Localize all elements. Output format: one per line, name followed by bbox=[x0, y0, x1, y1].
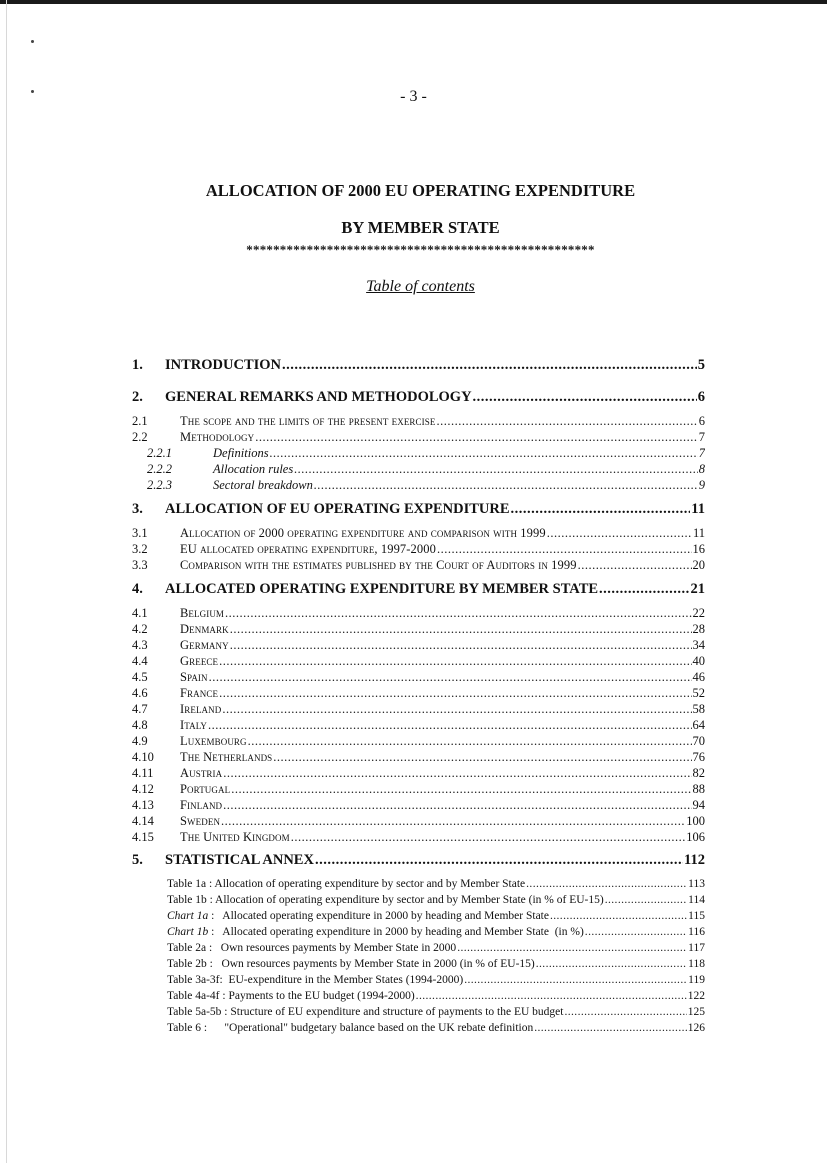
entry-label: : Allocated operating expenditure in 2000 by heading and Member State bbox=[208, 910, 549, 922]
document-subtitle: BY MEMBER STATE bbox=[341, 218, 500, 237]
annex-table-entry[interactable] bbox=[167, 958, 705, 970]
entry-page: 46 bbox=[692, 670, 705, 684]
entry-number: 4.12 bbox=[132, 782, 154, 796]
leader-dots bbox=[248, 734, 692, 749]
entry-number: 4.11 bbox=[132, 766, 154, 780]
leader-dots bbox=[223, 766, 691, 781]
leader-dots bbox=[223, 798, 691, 813]
entry-page: 117 bbox=[688, 942, 705, 954]
entry-page: 20 bbox=[692, 558, 705, 572]
toc-entry[interactable] bbox=[132, 830, 705, 845]
toc-entry[interactable] bbox=[132, 670, 705, 685]
left-margin-line bbox=[6, 0, 7, 1163]
entry-label: Comparison with the estimates published by the Court of Auditors in 1999 bbox=[180, 558, 577, 572]
entry-page: 52 bbox=[692, 686, 705, 700]
entry-number: 1. bbox=[132, 357, 143, 373]
entry-page: 125 bbox=[687, 1006, 705, 1018]
toc-entry[interactable] bbox=[132, 766, 705, 781]
leader-dots bbox=[231, 782, 691, 797]
entry-page: 113 bbox=[688, 878, 705, 890]
toc-entry[interactable] bbox=[132, 501, 705, 518]
entry-number: 4.7 bbox=[132, 702, 148, 716]
entry-number: 3. bbox=[132, 501, 143, 517]
entry-label: Allocation rules bbox=[213, 462, 294, 476]
annex-table-entry[interactable] bbox=[167, 910, 705, 922]
entry-page: 6 bbox=[697, 389, 705, 405]
leader-dots bbox=[599, 581, 689, 598]
leader-dots bbox=[270, 446, 698, 461]
entry-page: 21 bbox=[690, 581, 705, 597]
entry-label: Sectoral breakdown bbox=[213, 478, 313, 492]
entry-label: Ireland bbox=[180, 702, 222, 716]
entry-label: GENERAL REMARKS AND METHODOLOGY bbox=[165, 389, 472, 405]
leader-dots bbox=[536, 958, 687, 970]
leader-dots bbox=[294, 462, 698, 477]
toc-entry[interactable] bbox=[132, 654, 705, 669]
annex-table-entry[interactable] bbox=[167, 878, 705, 890]
entry-label: Table 4a-4f : Payments to the EU budget (1994-2000) bbox=[167, 990, 415, 1002]
leader-dots bbox=[605, 894, 687, 906]
entry-page: 118 bbox=[688, 958, 705, 970]
entry-number: 4.13 bbox=[132, 798, 154, 812]
entry-page: 94 bbox=[692, 798, 705, 812]
leader-dots bbox=[230, 638, 692, 653]
entry-page: 112 bbox=[684, 852, 705, 868]
leader-dots bbox=[273, 750, 691, 765]
toc-entry[interactable] bbox=[132, 462, 705, 477]
document-title: ALLOCATION OF 2000 EU OPERATING EXPENDITURE bbox=[205, 181, 636, 200]
toc-entry[interactable] bbox=[132, 446, 705, 461]
entry-label: The scope and the limits of the present exercise bbox=[180, 414, 436, 428]
toc-entry[interactable] bbox=[132, 852, 705, 869]
entry-page: 100 bbox=[686, 814, 705, 828]
entry-number: 3.3 bbox=[132, 558, 148, 572]
entry-page: 82 bbox=[692, 766, 705, 780]
annex-table-entry[interactable] bbox=[167, 926, 705, 938]
entry-label: INTRODUCTION bbox=[165, 357, 282, 373]
toc-entry[interactable] bbox=[132, 389, 705, 406]
entry-page: 58 bbox=[692, 702, 705, 716]
entry-label: Austria bbox=[180, 766, 223, 780]
top-border bbox=[0, 0, 827, 4]
entry-number: 2. bbox=[132, 389, 143, 405]
toc-entry[interactable] bbox=[132, 798, 705, 813]
entry-page: 16 bbox=[692, 542, 705, 556]
toc-entry[interactable] bbox=[132, 581, 705, 598]
annex-table-entry[interactable] bbox=[167, 990, 705, 1002]
entry-number: 3.2 bbox=[132, 542, 148, 556]
entry-page: 40 bbox=[692, 654, 705, 668]
toc-entry[interactable] bbox=[132, 542, 705, 557]
toc-entry[interactable] bbox=[132, 606, 705, 621]
entry-page: 64 bbox=[692, 718, 705, 732]
toc-entry[interactable] bbox=[132, 526, 705, 541]
toc-entry[interactable] bbox=[132, 734, 705, 749]
leader-dots bbox=[230, 622, 692, 637]
leader-dots bbox=[564, 1006, 686, 1018]
entry-label: ALLOCATION OF EU OPERATING EXPENDITURE bbox=[165, 501, 510, 517]
entry-number: 4.10 bbox=[132, 750, 154, 764]
leader-dots bbox=[255, 430, 698, 445]
leader-dots bbox=[416, 990, 687, 1002]
toc-entry[interactable] bbox=[132, 750, 705, 765]
page-number: - 3 - bbox=[400, 88, 427, 105]
toc-entry[interactable] bbox=[132, 686, 705, 701]
entry-label: Luxembourg bbox=[180, 734, 247, 748]
entry-label: EU allocated operating expenditure, 1997-2000 bbox=[180, 542, 436, 556]
leader-dots bbox=[291, 830, 686, 845]
entry-number: 4.15 bbox=[132, 830, 154, 844]
leader-dots bbox=[225, 606, 691, 621]
entry-number: 4.6 bbox=[132, 686, 148, 700]
entry-label-italic: Chart 1a bbox=[167, 910, 209, 922]
entry-number: 2.2 bbox=[132, 430, 148, 444]
entry-label: The Netherlands bbox=[180, 750, 273, 764]
entry-label: Table 2b : Own resources payments by Member State in 2000 (in % of EU-15) bbox=[167, 958, 535, 970]
entry-page: 5 bbox=[697, 357, 705, 373]
entry-label: Table 1a : Allocation of operating expenditure by sector and by Member State bbox=[167, 878, 526, 890]
leader-dots bbox=[219, 654, 691, 669]
entry-label: Table 3a-3f: EU-expenditure in the Member States (1994-2000) bbox=[167, 974, 464, 986]
entry-number: 2.1 bbox=[132, 414, 148, 428]
entry-page: 70 bbox=[692, 734, 705, 748]
entry-page: 6 bbox=[698, 414, 705, 428]
entry-label: Denmark bbox=[180, 622, 229, 636]
leader-dots bbox=[437, 542, 692, 557]
entry-number: 2.2.3 bbox=[147, 478, 172, 492]
toc-entry[interactable] bbox=[132, 430, 705, 445]
entry-label: Table 5a-5b : Structure of EU expenditure and structure of payments to the EU budget bbox=[167, 1006, 564, 1018]
scan-speck bbox=[31, 40, 34, 43]
toc-entry[interactable] bbox=[132, 478, 705, 493]
leader-dots bbox=[464, 974, 687, 986]
leader-dots bbox=[282, 357, 697, 374]
entry-number: 4. bbox=[132, 581, 143, 597]
toc-entry[interactable] bbox=[132, 558, 705, 573]
entry-label: Methodology bbox=[180, 430, 255, 444]
annex-table-entry[interactable] bbox=[167, 1022, 705, 1034]
entry-page: 22 bbox=[692, 606, 705, 620]
entry-label: Definitions bbox=[213, 446, 269, 460]
entry-page: 7 bbox=[698, 430, 705, 444]
entry-label: Italy bbox=[180, 718, 208, 732]
entry-number: 5. bbox=[132, 852, 143, 868]
leader-dots bbox=[526, 878, 687, 890]
entry-page: 115 bbox=[688, 910, 705, 922]
toc-entry[interactable] bbox=[132, 718, 705, 733]
entry-page: 11 bbox=[692, 526, 705, 540]
entry-label: France bbox=[180, 686, 219, 700]
annex-table-entry[interactable] bbox=[167, 974, 705, 986]
leader-dots bbox=[315, 852, 683, 869]
entry-page: 8 bbox=[698, 462, 705, 476]
entry-label: Portugal bbox=[180, 782, 231, 796]
leader-dots bbox=[209, 670, 692, 685]
toc-entry[interactable] bbox=[132, 782, 705, 797]
toc-entry[interactable] bbox=[132, 814, 705, 829]
entry-number: 4.8 bbox=[132, 718, 148, 732]
entry-label-italic: Chart 1b bbox=[167, 926, 209, 938]
leader-dots bbox=[534, 1022, 687, 1034]
annex-table-entry[interactable] bbox=[167, 942, 705, 954]
toc-entry[interactable] bbox=[132, 414, 705, 429]
entry-label: Greece bbox=[180, 654, 219, 668]
entry-number: 4.4 bbox=[132, 654, 148, 668]
leader-dots bbox=[547, 526, 692, 541]
entry-number: 2.2.2 bbox=[147, 462, 172, 476]
entry-page: 106 bbox=[686, 830, 705, 844]
entry-number: 4.3 bbox=[132, 638, 148, 652]
leader-dots bbox=[436, 414, 697, 429]
leader-dots bbox=[221, 814, 685, 829]
annex-table-entry[interactable] bbox=[167, 1006, 705, 1018]
entry-label: ALLOCATED OPERATING EXPENDITURE BY MEMBER STATE bbox=[165, 581, 599, 597]
entry-number: 4.14 bbox=[132, 814, 154, 828]
entry-label: Spain bbox=[180, 670, 208, 684]
entry-label: : Allocated operating expenditure in 2000 by heading and Member State (in %) bbox=[208, 926, 584, 938]
leader-dots bbox=[585, 926, 687, 938]
asterisk-separator: **************************************************** bbox=[246, 242, 595, 257]
entry-label: Germany bbox=[180, 638, 229, 652]
entry-page: 122 bbox=[687, 990, 705, 1002]
entry-label: Finland bbox=[180, 798, 223, 812]
annex-table-entry[interactable] bbox=[167, 894, 705, 906]
leader-dots bbox=[578, 558, 692, 573]
leader-dots bbox=[222, 702, 691, 717]
entry-page: 11 bbox=[691, 501, 705, 517]
leader-dots bbox=[473, 389, 697, 406]
leader-dots bbox=[219, 686, 691, 701]
entry-number: 4.2 bbox=[132, 622, 148, 636]
entry-number: 2.2.1 bbox=[147, 446, 172, 460]
entry-label: Table 1b : Allocation of operating expenditure by sector and by Member State (in % of EU-15) bbox=[167, 894, 604, 906]
entry-label: The United Kingdom bbox=[180, 830, 290, 844]
entry-label: Belgium bbox=[180, 606, 225, 620]
entry-page: 116 bbox=[688, 926, 705, 938]
entry-label: Sweden bbox=[180, 814, 221, 828]
entry-page: 88 bbox=[692, 782, 705, 796]
entry-page: 28 bbox=[692, 622, 705, 636]
leader-dots bbox=[208, 718, 691, 733]
entry-page: 9 bbox=[698, 478, 705, 492]
entry-page: 76 bbox=[692, 750, 705, 764]
entry-label: Allocation of 2000 operating expenditure and comparison with 1999 bbox=[180, 526, 546, 540]
entry-page: 126 bbox=[687, 1022, 705, 1034]
entry-label: Table 2a : Own resources payments by Member State in 2000 bbox=[167, 942, 457, 954]
entry-label: STATISTICAL ANNEX bbox=[165, 852, 314, 868]
entry-page: 34 bbox=[692, 638, 705, 652]
leader-dots bbox=[314, 478, 698, 493]
leader-dots bbox=[550, 910, 687, 922]
entry-page: 119 bbox=[688, 974, 705, 986]
entry-page: 114 bbox=[688, 894, 705, 906]
entry-number: 4.1 bbox=[132, 606, 148, 620]
toc-heading: Table of contents bbox=[366, 278, 475, 295]
entry-number: 4.5 bbox=[132, 670, 148, 684]
toc-entry[interactable] bbox=[132, 622, 705, 637]
toc-entry[interactable] bbox=[132, 702, 705, 717]
entry-label: Table 6 : "Operational" budgetary balance based on the UK rebate definition bbox=[167, 1022, 534, 1034]
entry-number: 3.1 bbox=[132, 526, 148, 540]
toc-entry[interactable] bbox=[132, 357, 705, 374]
leader-dots bbox=[511, 501, 691, 518]
leader-dots bbox=[457, 942, 687, 954]
entry-number: 4.9 bbox=[132, 734, 148, 748]
toc-entry[interactable] bbox=[132, 638, 705, 653]
entry-page: 7 bbox=[698, 446, 705, 460]
